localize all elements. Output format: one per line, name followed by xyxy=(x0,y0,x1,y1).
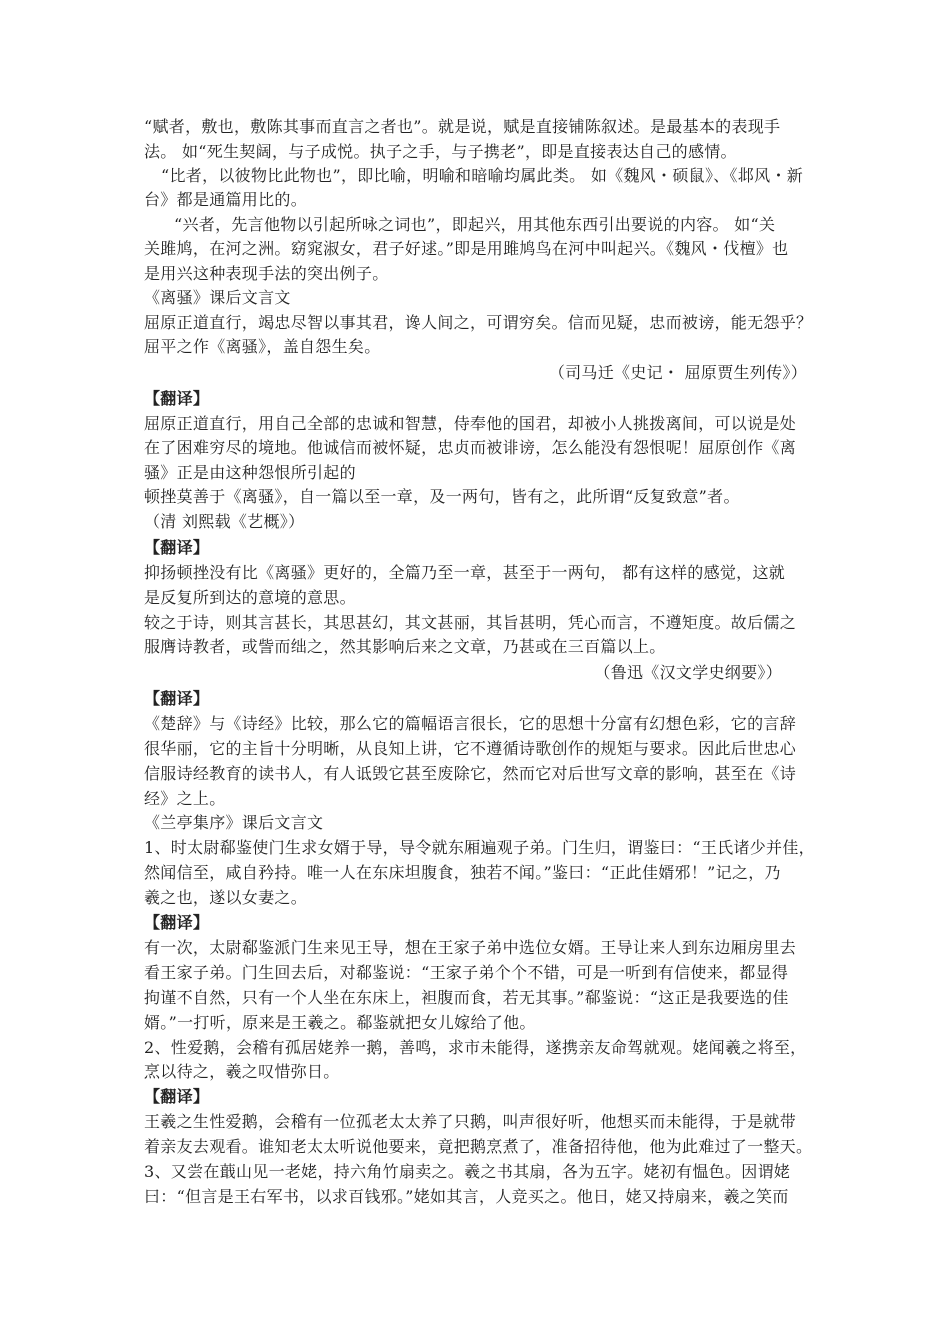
translation-heading: 【翻译】 xyxy=(144,389,210,408)
translation-heading: 【翻译】 xyxy=(144,913,210,932)
section-heading: 《离骚》课后文言文 xyxy=(144,288,291,307)
translation-heading: 【翻译】 xyxy=(144,538,210,557)
translation-heading: 【翻译】 xyxy=(144,1087,210,1106)
text-line: 看王家子弟。门生回去后，对郗鉴说：“王家子弟个个不错，可是一听到有信使来，都显得 xyxy=(144,963,789,982)
text-line: 然闻信至，咸自矜持。唯一人在东床坦腹食，独若不闻。”鉴曰：“正此佳婿邪！”记之，乃 xyxy=(144,863,781,882)
text-line: 烹以待之，羲之叹惜弥日。 xyxy=(144,1062,340,1081)
text-line: 羲之也，遂以女妻之。 xyxy=(144,888,308,907)
text-line: 屈原正道直行，竭忠尽智以事其君，谗人间之，可谓穷矣。信而见疑，忠而被谤，能无怨乎？ xyxy=(144,313,813,332)
source-citation: （司马迁《史记・ 屈原贾生列传》） xyxy=(548,363,807,382)
text-line: 3、又尝在蕺山见一老姥，持六角竹扇卖之。羲之书其扇，各为五字。姥初有愠色。因谓姥 xyxy=(144,1162,791,1181)
text-line: 王羲之生性爱鹅，会稽有一位孤老太太养了只鹅，叫声很好听，他想买而未能得，于是就带 xyxy=(144,1112,797,1131)
translation-heading: 【翻译】 xyxy=(144,689,210,708)
text-line: “赋者，敷也，敷陈其事而直言之者也”。就是说，赋是直接铺陈叙述。是最基本的表现手 xyxy=(144,117,781,136)
text-line: 关雎鸠，在河之洲。窈窕淑女，君子好逑。”即是用雎鸠鸟在河中叫起兴。《魏风・伐檀》也 xyxy=(144,239,789,258)
text-line: “比者，以彼物比此物也”，即比喻，明喻和暗喻均属此类。 如《魏风・硕鼠》、《邶风・新 xyxy=(161,166,804,185)
text-line: “兴者，先言他物以引起所咏之词也”，即起兴，用其他东西引出要说的内容。 如“关 xyxy=(174,215,776,234)
text-line: 着亲友去观看。谁知老太太听说他要来，竟把鹅烹煮了，准备招待他，他为此难过了一整天。 xyxy=(144,1137,813,1156)
text-line: 拘谨不自然，只有一个人坐在东床上，袒腹而食，若无其事。”郗鉴说：“这正是我要选的佳 xyxy=(144,988,789,1007)
text-line: 曰：“但言是王右军书，以求百钱邪。”姥如其言，人竞买之。他日，姥又持扇来，羲之笑而 xyxy=(144,1187,789,1206)
text-line: 婿。”一打听，原来是王羲之。郗鉴就把女儿嫁给了他。 xyxy=(144,1013,536,1032)
text-line: 法。 如“死生契阔，与子成悦。执子之手，与子携老”，即是直接表达自己的感情。 xyxy=(144,142,737,161)
text-line: 很华丽，它的主旨十分明晰，从良知上讲，它不遵循诗歌创作的规矩与要求。因此后世忠心 xyxy=(144,739,797,758)
text-line: 是用兴这种表现手法的突出例子。 xyxy=(144,264,389,283)
text-line: 经》之上。 xyxy=(144,789,226,808)
text-line: 1、时太尉郗鉴使门生求女婿于导，导令就东厢遍观子弟。门生归，谓鉴曰：“王氏诸少并佳， xyxy=(144,838,815,857)
source-citation: （清 刘熙载《艺概》） xyxy=(144,512,305,531)
text-line: 在了困难穷尽的境地。他诚信而被怀疑，忠贞而被诽谤，怎么能没有怨恨呢！屈原创作《离 xyxy=(144,438,797,457)
text-line: 2、性爱鹅，会稽有孤居姥养一鹅，善鸣，求市未能得，遂携亲友命驾就观。姥闻羲之将至， xyxy=(144,1038,807,1057)
text-line: 骚》正是由这种怨恨所引起的 xyxy=(144,463,356,482)
text-line: 台》都是通篇用比的。 xyxy=(144,190,308,209)
text-line: 服膺诗教者，或訾而绌之，然其影响后来之文章，乃甚或在三百篇以上。 xyxy=(144,637,666,656)
section-heading: 《兰亭集序》课后文言文 xyxy=(144,813,324,832)
source-citation: （鲁迅《汉文学史纲要》） xyxy=(594,663,782,682)
text-line: 顿挫莫善于《离骚》，自一篇以至一章，及一两句，皆有之，此所谓“反复致意”者。 xyxy=(144,487,740,506)
text-line: 抑扬顿挫没有比《离骚》更好的，全篇乃至一章，甚至于一两句， 都有这样的感觉，这就 xyxy=(144,563,786,582)
text-line: 较之于诗，则其言甚长，其思甚幻，其文甚丽，其旨甚明，凭心而言，不遵矩度。故后儒之 xyxy=(144,613,797,632)
text-line: 是反复所到达的意境的意思。 xyxy=(144,588,356,607)
text-line: 《楚辞》与《诗经》比较，那么它的篇幅语言很长，它的思想十分富有幻想色彩，它的言辞 xyxy=(144,714,797,733)
text-line: 屈平之作《离骚》，盖自怨生矣。 xyxy=(144,337,381,356)
text-line: 屈原正道直行，用自己全部的忠诚和智慧，侍奉他的国君，却被小人挑拨离间，可以说是处 xyxy=(144,414,797,433)
text-line: 信服诗经教育的读书人，有人诋毁它甚至废除它，然而它对后世写文章的影响，甚至在《诗 xyxy=(144,764,797,783)
text-line: 有一次，太尉郗鉴派门生来见王导，想在王家子弟中选位女婿。王导让来人到东边厢房里去 xyxy=(144,938,797,957)
